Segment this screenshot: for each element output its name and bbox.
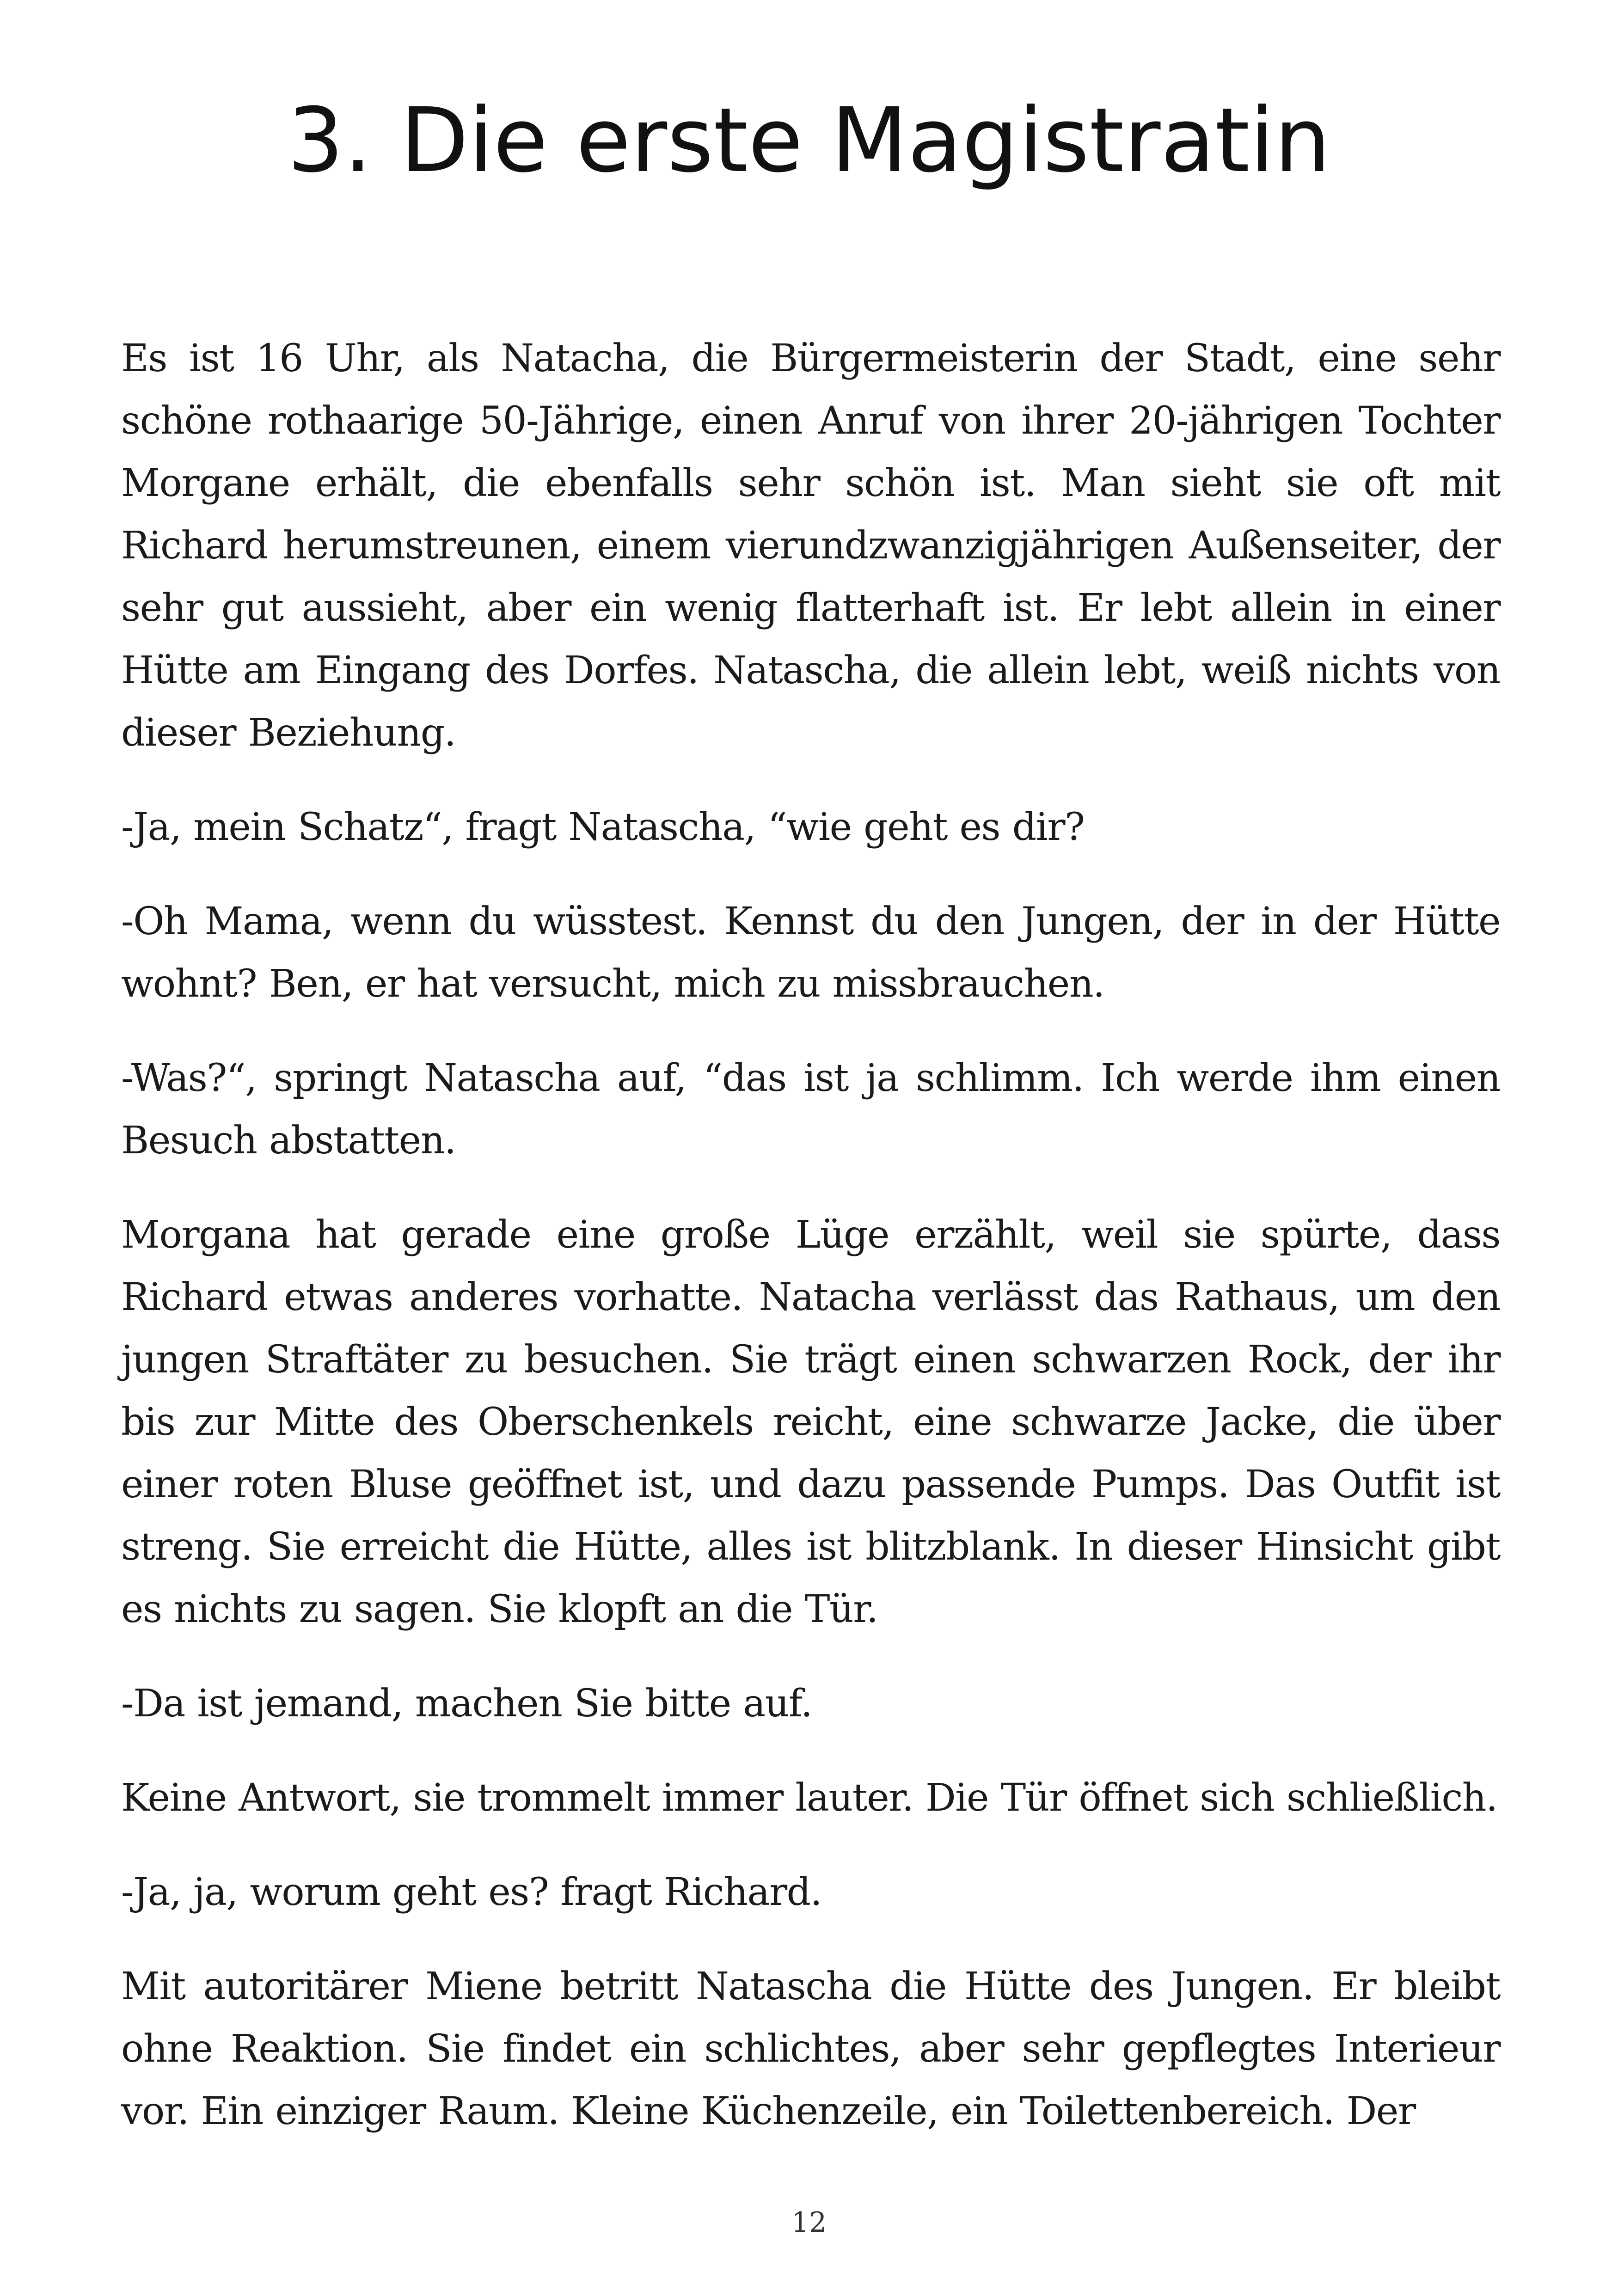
paragraph-dialogue-schatz: -Ja, mein Schatz“, fragt Natascha, “wie geht es dir? [121, 805, 1085, 849]
paragraph-dialogue-richard: -Ja, ja, worum geht es? fragt Richard. [121, 1870, 822, 1914]
paragraph-dialogue-mama: -Oh Mama, wenn du wüsstest. Kennst du den Jungen, der in der Hütte wohnt? Ben, er hat versucht, mich zu missbrauchen. [121, 900, 1500, 1006]
paragraph-dialogue-aufmachen: -Da ist jemand, machen Sie bitte auf. [121, 1682, 812, 1726]
paragraph-dialogue-was: -Was?“, springt Natascha auf, “das ist ja schlimm. Ich werde ihm einen Besuch abstatten. [121, 1056, 1500, 1163]
body-text [121, 327, 1500, 2174]
page-number: 12 [791, 2206, 827, 2239]
paragraph-intro: Es ist 16 Uhr, als Natacha, die Bürgermeisterin der Stadt, eine sehr schöne rothaarige 50-Jährige, einen Anruf von ihrer 20-jährigen Tochter Morgane erhält, die ebenfalls sehr schön ist. Man sieht sie oft mit Richard herumstreunen, einem vierundzwanzigjährigen Außenseiter, der sehr gut aussieht, aber ein wenig flatterhaft ist. Er lebt allein in einer Hütte am Eingang des Dorfes. Natascha, die allein lebt, weiß nichts von dieser Beziehung. [121, 337, 1500, 755]
paragraph-huette-betreten: Mit autoritärer Miene betritt Natascha die Hütte des Jungen. Er bleibt ohne Reaktion. Sie findet ein schlichtes, aber sehr gepflegtes Interieur vor. Ein einziger Raum. Kleine Küchenzeile, ein Toilettenbereich. Der [121, 1965, 1500, 2133]
paragraph-morgana-luege: Morgana hat gerade eine große Lüge erzählt, weil sie spürte, dass Richard etwas anderes vorhatte. Natacha verlässt das Rathaus, um den jungen Straftäter zu besuchen. Sie trägt einen schwarzen Rock, der ihr bis zur Mitte des Oberschenkels reicht, eine schwarze Jacke, die über einer roten Bluse geöffnet ist, und dazu passende Pumps. Das Outfit ist streng. Sie erreicht die Hütte, alles ist blitzblank. In dieser Hinsicht gibt es nichts zu sagen. Sie klopft an die Tür. [121, 1213, 1500, 1631]
chapter-title: 3. Die erste Magistratin [287, 89, 1331, 192]
paragraph-keine-antwort: Keine Antwort, sie trommelt immer lauter. Die Tür öffnet sich schließlich. [121, 1776, 1497, 1820]
